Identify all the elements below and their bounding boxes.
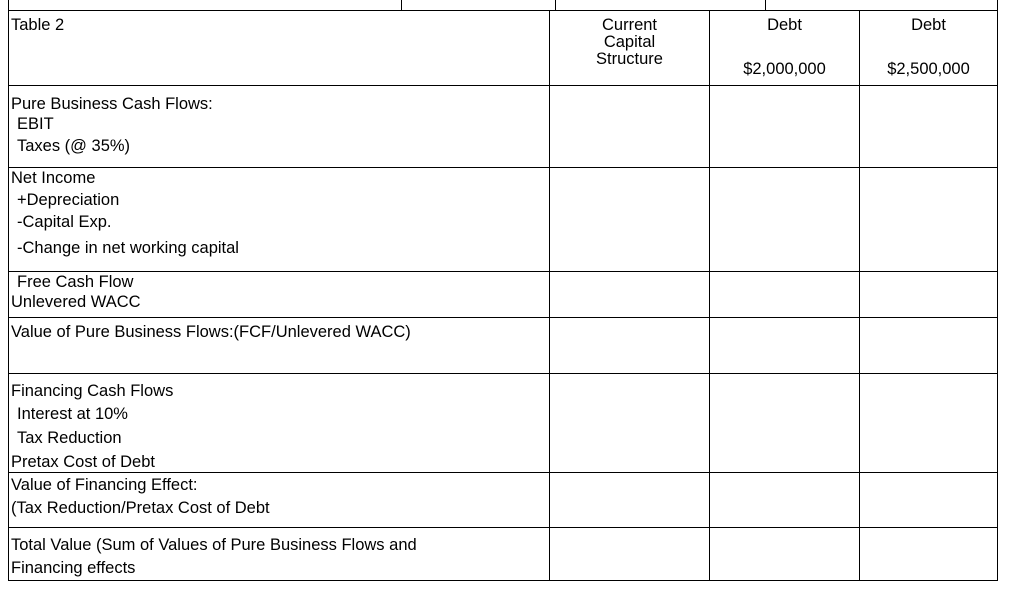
table-row bbox=[9, 168, 997, 272]
table-row bbox=[9, 374, 997, 473]
stub-line bbox=[555, 0, 556, 10]
value-cell-debt-2000000 bbox=[709, 374, 859, 472]
value-cell-debt-2000000 bbox=[709, 272, 859, 317]
row-label-line: +Depreciation bbox=[17, 191, 120, 209]
row-label-line: Financing effects bbox=[11, 559, 136, 577]
table-row bbox=[9, 272, 997, 318]
row-label-line: Unlevered WACC bbox=[11, 293, 141, 311]
row-label-line: Pretax Cost of Debt bbox=[11, 453, 155, 471]
value-cell-debt-2000000 bbox=[709, 528, 859, 580]
row-label-line: EBIT bbox=[17, 115, 54, 133]
stub-line bbox=[765, 0, 766, 10]
row-label-cell bbox=[9, 473, 549, 527]
table-2 bbox=[8, 10, 998, 581]
value-cell-current bbox=[549, 374, 709, 472]
stub-line bbox=[8, 0, 9, 10]
column-header-debt-2500000 bbox=[859, 11, 997, 85]
row-label-line: Value of Financing Effect: bbox=[11, 476, 198, 494]
stub-line bbox=[997, 0, 998, 10]
value-cell-debt-2000000 bbox=[709, 168, 859, 271]
column-header-line: $2,000,000 bbox=[743, 60, 826, 78]
table-row bbox=[9, 473, 997, 528]
value-cell-debt-2500000 bbox=[859, 528, 997, 580]
row-label-line: Taxes (@ 35%) bbox=[17, 137, 131, 155]
value-cell-debt-2500000 bbox=[859, 272, 997, 317]
stub-line bbox=[401, 0, 402, 10]
column-header-line: Structure bbox=[596, 50, 663, 68]
value-cell-debt-2000000 bbox=[709, 318, 859, 373]
value-cell-debt-2500000 bbox=[859, 86, 997, 167]
row-label-line: Interest at 10% bbox=[17, 405, 128, 423]
row-label-cell bbox=[9, 528, 549, 580]
table-row bbox=[9, 318, 997, 374]
column-header-line: $2,500,000 bbox=[887, 60, 970, 78]
value-cell-debt-2500000 bbox=[859, 168, 997, 271]
column-header-line: Debt bbox=[767, 16, 802, 34]
row-label-cell bbox=[9, 168, 549, 271]
table-row bbox=[9, 86, 997, 168]
column-header-current-capital-structure bbox=[549, 11, 709, 85]
value-cell-current bbox=[549, 168, 709, 271]
row-label-line: Pure Business Cash Flows: bbox=[11, 95, 213, 113]
table-title-cell bbox=[9, 11, 549, 85]
value-cell-debt-2500000 bbox=[859, 318, 997, 373]
top-edge-border-fragments bbox=[0, 0, 1024, 10]
row-label-line: Total Value (Sum of Values of Pure Business Flows and bbox=[11, 536, 417, 554]
row-label-line: Tax Reduction bbox=[17, 429, 122, 447]
row-label-cell bbox=[9, 86, 549, 167]
value-cell-debt-2000000 bbox=[709, 473, 859, 527]
column-header-debt-2000000 bbox=[709, 11, 859, 85]
table-row bbox=[9, 528, 997, 580]
column-header-line: Debt bbox=[911, 16, 946, 34]
table-header-row bbox=[9, 11, 997, 86]
column-header-line: Capital bbox=[603, 33, 656, 51]
value-cell-debt-2000000 bbox=[709, 86, 859, 167]
row-label-cell bbox=[9, 272, 549, 317]
value-cell-current bbox=[549, 272, 709, 317]
row-label-line: Financing Cash Flows bbox=[11, 382, 174, 400]
row-label-line: -Capital Exp. bbox=[17, 213, 112, 231]
value-cell-current bbox=[549, 473, 709, 527]
row-label-line: Value of Pure Business Flows:(FCF/Unlevered WACC) bbox=[11, 323, 411, 341]
value-cell-debt-2500000 bbox=[859, 374, 997, 472]
value-cell-current bbox=[549, 86, 709, 167]
row-label-line: -Change in net working capital bbox=[17, 239, 239, 257]
row-label-line: Free Cash Flow bbox=[17, 273, 134, 291]
row-label-cell bbox=[9, 374, 549, 472]
row-label-line: (Tax Reduction/Pretax Cost of Debt bbox=[11, 499, 270, 517]
value-cell-debt-2500000 bbox=[859, 473, 997, 527]
value-cell-current bbox=[549, 318, 709, 373]
row-label-cell bbox=[9, 318, 549, 373]
table-title: Table 2 bbox=[11, 16, 65, 34]
column-header-line: Current bbox=[601, 16, 658, 34]
row-label-line: Net Income bbox=[11, 169, 96, 187]
value-cell-current bbox=[549, 528, 709, 580]
